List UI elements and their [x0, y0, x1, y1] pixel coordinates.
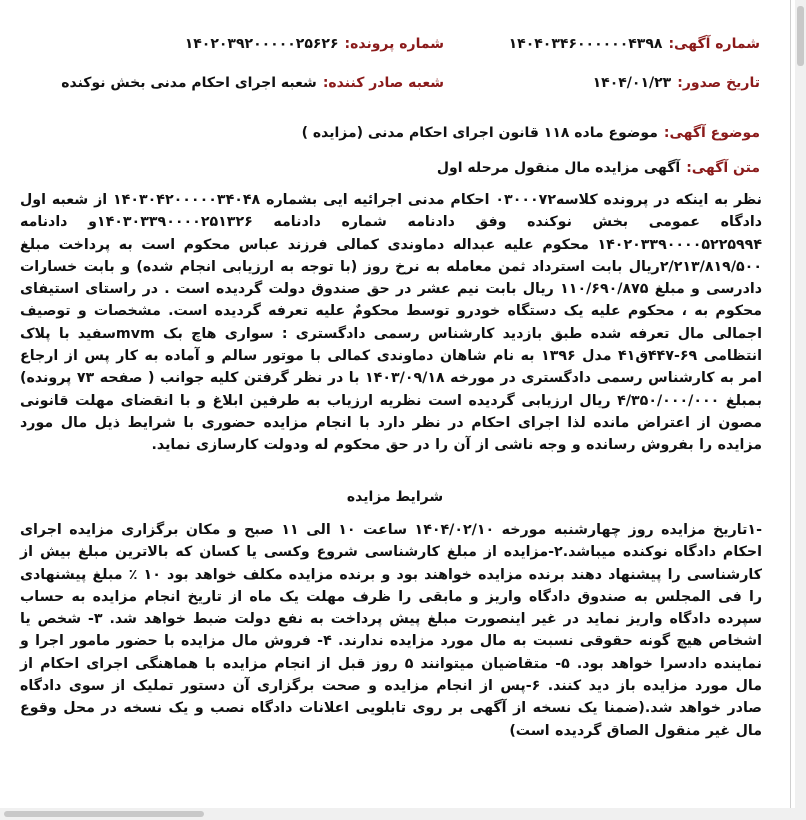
- text-heading-label: متن آگهی:: [686, 160, 760, 176]
- text-heading-line: [437, 160, 760, 176]
- ad-number-value: ۱۴۰۴۰۳۴۶۰۰۰۰۰۰۴۳۹۸: [508, 36, 663, 52]
- issue-date-value: ۱۴۰۴/۰۱/۲۳: [592, 75, 672, 91]
- issuing-branch: [61, 75, 444, 91]
- issue-date: [593, 75, 760, 91]
- notice-body: نظر به اینکه در پرونده کلاسه۰۳۰۰۰۷۲ احکام مدنی اجرائیه ایی بشماره ۱۴۰۳۰۴۲۰۰۰۰۰۳۴۰۴۸ از شعبه اول دادگاه عمومی بخش نوکنده وفق دادنامه شماره دادنامه ۱۴۰۳۰۳۳۹۰۰۰۰۲۵۱۳۲۶و دادنامه ۱۴۰۲۰۳۳۹۰۰۰۰۵۲۲۵۹۹۴ محکوم علیه عبداله دماوندی کمالی فرزند عباس محکوم است به پرداخت مبلغ ۲/۲۱۳/۸۱۹/۵۰۰ریال بابت استرداد ثمن معامله به نرخ روز (با توجه به ارزیابی انجام شده) و بابت خسارات دادرسی و مبلغ ۱۱۰/۶۹۰/۸۷۵ ریال بابت نیم عشر در حق صندوق دولت گردیده است . در راستای استیفای محکوم به ، محکوم علیه یک دستگاه خودرو توسط محکومٌ علیه تعرفه گردیده است. مشخصات و توصیف اجمالی مال تعرفه شده طبق بازدید کارشناس رسمی دادگستری : سواری هاچ بک mvmسفید با پلاک انتظامی ۶۹-۴۴۷ق۴۱ مدل ۱۳۹۶ به نام شاهان دماوندی کمالی با موتور سالم و آماده به کار پس از ارجاع امر به کارشناس رسمی دادگستری در مورخه ۱۴۰۳/۰۹/۱۸ با در نظر گرفتن کلیه جوانب ( صفحه ۷۳ پرونده) بمبلغ ۴/۳۵۰/۰۰۰/۰۰۰ ریال ارزیابی گردیده است نظریه ارزیاب به طرفین ابلاغ و با انقضای مهلت قانونی مصون از اعتراض مانده لذا اجرای احکام در نظر دارد با انجام مزایده حضوری با شرایط ذیل مال مورد مزایده را بفروش رسانده و وجه ناشی از آن را در حق محکوم له ودولت کارسازی نماید.: [20, 192, 763, 454]
- vertical-scrollbar[interactable]: [795, 0, 806, 820]
- subject-label: موضوع آگهی:: [663, 125, 760, 141]
- case-number-label: شماره پرونده:: [344, 36, 444, 52]
- text-heading-value: آگهی مزایده مال منقول مرحله اول: [436, 160, 681, 176]
- conditions-title: شرایط مزایده: [346, 489, 444, 505]
- ad-number-label: شماره آگهی:: [668, 36, 760, 52]
- horizontal-scroll-thumb[interactable]: [4, 811, 204, 817]
- issuing-branch-label: شعبه صادر کننده:: [322, 75, 444, 91]
- case-number-value: ۱۴۰۲۰۳۹۲۰۰۰۰۰۲۵۶۲۶: [184, 36, 339, 52]
- case-number: [185, 36, 444, 52]
- ad-number: [509, 36, 760, 52]
- issuing-branch-value: شعبه اجرای احکام مدنی بخش نوکنده: [61, 75, 317, 91]
- conditions-body: -۱تاریخ مزایده روز چهارشنبه مورخه ۱۴۰۴/۰۲/۱۰ ساعت ۱۰ الی ۱۱ صبح و مکان برگزاری مزایده اجرای احکام دادگاه نوکنده میباشد.۲-مزایده از مبلغ کارشناسی شروع وکسی یا کسان که بالاترین مبلغ بیش از کارشناسی را پیشنهاد دهند برنده مزایده خواهند بود و برنده مزایده مکلف خواهد بود ۱۰ ٪ مبلغ پیشنهادی را فی المجلس به صندوق دادگاه واریز و مابقی را ظرف مهلت یک ماه از تاریخ انجام مزایده به حساب سپرده دادگاه واریز نماید در غیر اینصورت مبلغ پیش پرداخت به نفع دولت ضبط خواهد شد. ۳- شخص یا اشخاص هیچ گونه حقوقی نسبت به مال مورد مزایده ندارند. ۴- فروش مال مزایده با حضور مامور اجرا و نماینده دادسرا خواهد بود. ۵- متقاضیان میتوانند ۵ روز قبل از انجام مزایده با هماهنگی اجرای احکام از مال مورد مزایده باز دید کنند. ۶-پس از انجام مزایده و صحت برگزاری آن دستور تملیک از سوی دادگاه صادر خواهد شد.(ضمنا یک نسخه از آگهی بر روی تابلویی اعلانات دادگاه نصب و یک نسخه در محل وقوع مال غیر منقول الصاق گردیده است): [20, 522, 763, 739]
- issue-date-label: تاریخ صدور:: [677, 75, 760, 91]
- subject-line: [302, 125, 760, 141]
- vertical-scroll-thumb[interactable]: [797, 6, 804, 66]
- subject-value: موضوع ماده ۱۱۸ قانون اجرای احکام مدنی (مزایده ): [301, 125, 658, 141]
- horizontal-scrollbar[interactable]: [0, 808, 795, 820]
